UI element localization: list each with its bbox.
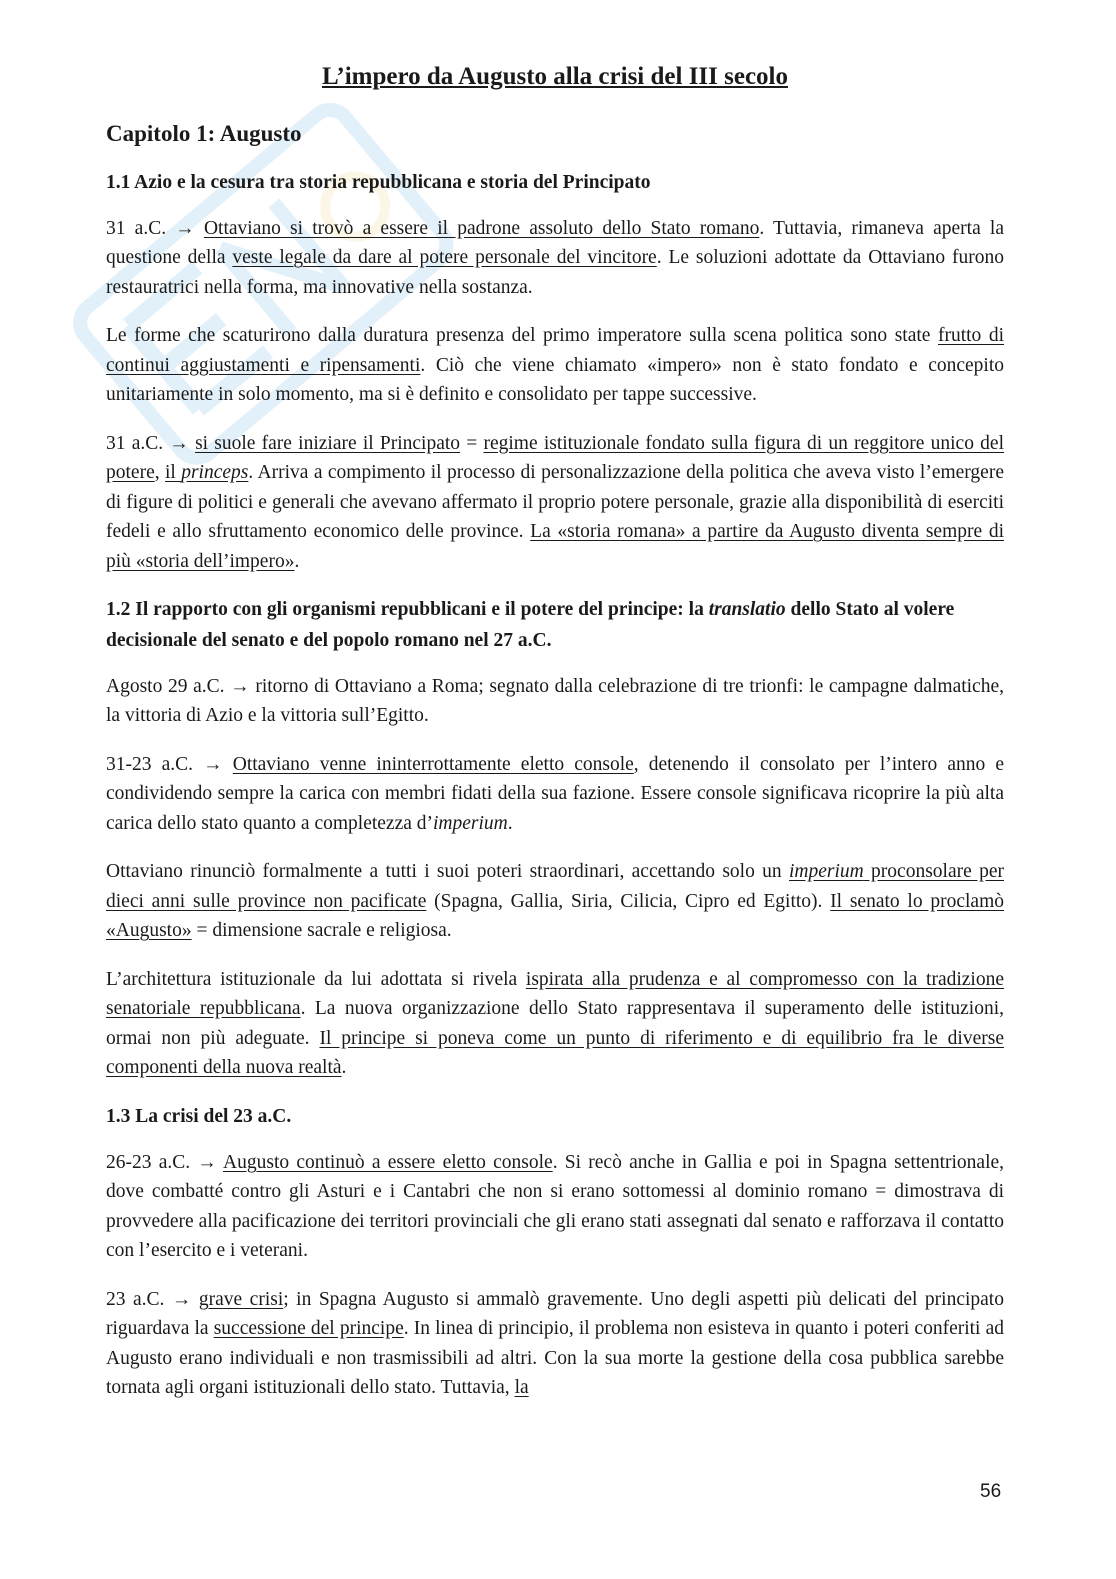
paragraph-4: Agosto 29 a.C. → ritorno di Ottaviano a Roma; segnato dalla celebrazione di tre trionfi: le campagne dalmatiche, la vittoria di Azio e la vittoria sull’Egitto. bbox=[106, 675, 1004, 727]
paragraph-9: 23 a.C. → grave crisi; in Spagna Augusto si ammalò gravemente. Uno degli aspetti più delicati del principato riguardava la successione del principe. In linea di principio, il problema non esisteva in quanto i poteri conferiti ad Augusto erano individuali e non trasmissibili ad altri. Con la sua morte la gestione della cosa pubblica sarebbe tornata agli organi istituzionali dello stato. Tuttavia, la bbox=[106, 1288, 1005, 1399]
paragraph-1: 31 a.C. → Ottaviano si trovò a essere il padrone assoluto dello Stato romano. Tuttavia, rimaneva aperta la questione della veste legale da dare al potere personale del vincitore. Le soluzioni adottate da Ottaviano furono restauratrici nella forma, ma innovative nella sostanza. bbox=[106, 217, 1004, 298]
document-page bbox=[106, 62, 1004, 1422]
paragraph-2: Le forme che scaturirono dalla duratura presenza del primo imperatore sulla scena politica sono state frutto di continui aggiustamenti e ripensamenti. Ciò che viene chiamato «impero» non è stato fondato e concepito unitariamente in solo momento, ma si è definito e consolidato per tappe successive. bbox=[106, 325, 1005, 406]
paragraph-6: Ottaviano rinunciò formalmente a tutti i suoi poteri straordinari, accettando solo un imperium proconsolare per dieci anni sulle province non pacificate (Spagna, Gallia, Siria, Cilicia, Cipro ed Egitto). Il senato lo proclamò «Augusto» = dimensione sacrale e religiosa. bbox=[106, 861, 1004, 942]
paragraph-8: 26-23 a.C. → Augusto continuò a essere eletto console. Si recò anche in Gallia e poi in Spagna settentrionale, dove combatté contro gli Asturi e i Cantabri che non si erano sottomessi al dominio romano = dimostrava di provvedere alla pacificazione dei territori provinciali che gli erano stati assegnati dal senato e rafforzava il contatto con l’esercito e i veterani. bbox=[106, 1151, 1005, 1262]
paragraph-3: 31 a.C. → si suole fare iniziare il Principato = regime istituzionale fondato sulla figura di un reggitore unico del potere, il princeps. Arriva a compimento il processo di personalizzazione della politica che aveva visto l’emergere di figure di politici e generali che avevano affermato il proprio potere personale, grazie alla disponibilità di eserciti fedeli e allo sfruttamento economico delle province. La «storia romana» a partire da Augusto diventa sempre di più «storia dell’impero». bbox=[106, 432, 1005, 572]
section-heading-1-3: 1.3 La crisi del 23 a.C. bbox=[106, 1105, 292, 1127]
section-heading-1-2: 1.2 Il rapporto con gli organismi repubblicani e il potere del principe: la translatio dello Stato al volere decisionale del senato e del popolo romano nel 27 a.C. bbox=[106, 599, 955, 651]
page-number: 56 bbox=[980, 1481, 1002, 1502]
chapter-heading: Capitolo 1: Augusto bbox=[106, 121, 302, 146]
section-heading-1-1: 1.1 Azio e la cesura tra storia repubblicana e storia del Principato bbox=[106, 171, 651, 193]
paragraph-7: L’architettura istituzionale da lui adottata si rivela ispirata alla prudenza e al compromesso con la tradizione senatoriale repubblicana. La nuova organizzazione dello Stato rappresentava il superamento delle istituzioni, ormai non più adeguate. Il principe si poneva come un punto di riferimento e di equilibrio fra le diverse componenti della nuova realtà. bbox=[106, 968, 1005, 1079]
paragraph-5: 31-23 a.C. → Ottaviano venne ininterrottamente eletto console, detenendo il consolato per l’intero anno e condividendo sempre la carica con membri fidati della sua fazione. Essere console significava ricoprire la più alta carica dello stato quanto a completezza d’imperium. bbox=[106, 753, 1004, 834]
document-title: L’impero da Augusto alla crisi del III secolo bbox=[321, 63, 788, 90]
